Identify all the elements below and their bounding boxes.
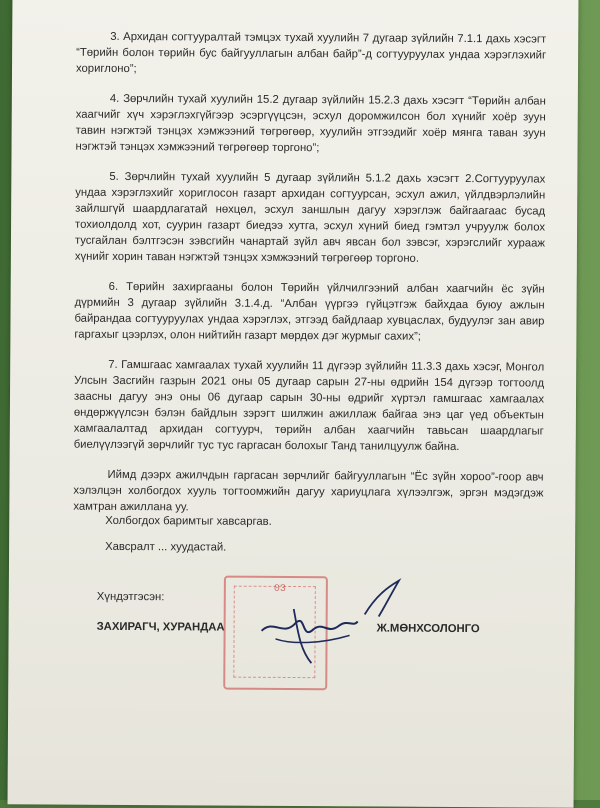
paragraph-3: 3. Архидан согтууралтай тэмцэх тухай хуулийн 7 дугаар зүйлийн 7.1.1 дахь хэсэгт “Төрийн болон төрийн бус байгууллагын албан байр”-д согтууруулах ундаа хэрэглэхийг хориглоно”; — [75, 30, 547, 76]
document-body — [73, 29, 546, 528]
attachment-count: Хавсралт ... хуудастай. — [105, 540, 227, 554]
paragraph-7: 7. Гамшгаас хамгаалах тухай хуулийн 11 дүгээр зүйлийн 11.3.3 дахь хэсэг, Монгол Улсын Засгийн газрын 2021 оны 05 дугаар сарын 27-ны өдрийн 154 дүгээр тогтоолд заасны дагуу энэ оны 06 дугаар сарын 30-ны өдрийг хүртэл гамшгаас хамгаалах өндөржүүлсэн бэлэн байдлын зэрэгт шилжин ажиллаж байгаа энэ цаг үед объектын хамгаалалтад архидан согтуурч, төрийн албан хаагчийн тавьсан шаардлагыг биелүүлээгүй зөрчлийг тус тус гаргасан болохыг Танд танилцуулж байна. — [73, 358, 545, 454]
signatory-position: ЗАХИРАГЧ, ХУРАНДАА — [96, 620, 225, 634]
regards-label: Хүндэтгэсэн: — [96, 590, 165, 604]
paragraph-5: 5. Зөрчлийн тухай хуулийн 5 дугаар зүйлийн 5.1.2 дахь хэсэгт 2.Согтууруулах ундаа хэрэглэхийг хориглосон газарт архидан согтуурсан, эсхул ажил, үйлдвэрлэлийн зайлшгүй шаардлагатай нөхцөл, эсхул заншлын дагуу хэрэглэж байгаагаас бусад тохиолдолд хот, суурин газарт биедээ хутга, эсхул хүний биед гэмтэл учруулж болох тусгайлан бэлтгэсэн зэвсгийн чанартай зүйл авч явсан бол зэвсэг, хэрэгслийг хурааж хүнийг хорин таван нэгжтэй тэнцэх хэмжээний төгрөгөөр торгоно. — [74, 170, 546, 265]
signatory-name: Ж.МӨНХСОЛОНГО — [376, 622, 480, 636]
stamp-number: 03 — [273, 583, 286, 595]
document-page — [8, 0, 579, 808]
signature-flourish — [359, 574, 419, 624]
closing-paragraph: Иймд дээрх ажилчдын гаргасан зөрчлийг байгууллагын “Ёс зүйн хороо”-гоор авч хэлэлцэн холбогдох хууль тогтоомжийн дагуу хариуцлага хүлээлгэж, эргэн мэдэгдэж хамтран ажиллана уу. — [73, 468, 544, 514]
attachment-note: Холбогдох баримтыг хавсаргав. — [105, 514, 272, 528]
paragraph-6: 6. Төрийн захиргааны болон Төрийн үйлчилгээний албан хаагчийн ёс зүйн дүрмийн 3 дугаар зүйлийн 3.1.4.д. “Албан үүргээ гүйцэтгэж байхдаа буюу ажлын байрандаа согтууруулах ундаа хэрэглэх, этгээд байдлаар хувцаслах, будуулэг зан авир гаргахыг цээрлэх, олон нийтийн газарт мөрдөх дэг журмыг сахих”; — [74, 280, 545, 343]
paragraph-4: 4. Зөрчлийн тухай хуулийн 15.2 дугаар зүйлийн 15.2.3 дахь хэсэгт “Төрийн албан хаагчийг хүч хэрэглэхгүйгээр эсэргүүцсэн, эсхул доромжилсон бол хүнийг хоёр зуун тавин нэгжтэй тэнцэх хэмжээний төгрөгөөр, хуулийн этгээдийг хоёр мянга таван зуун нэгжтэй тэнцэх хэмжээний төгрөгөөр торгоно”; — [75, 92, 546, 155]
handwritten-signature — [253, 579, 364, 670]
